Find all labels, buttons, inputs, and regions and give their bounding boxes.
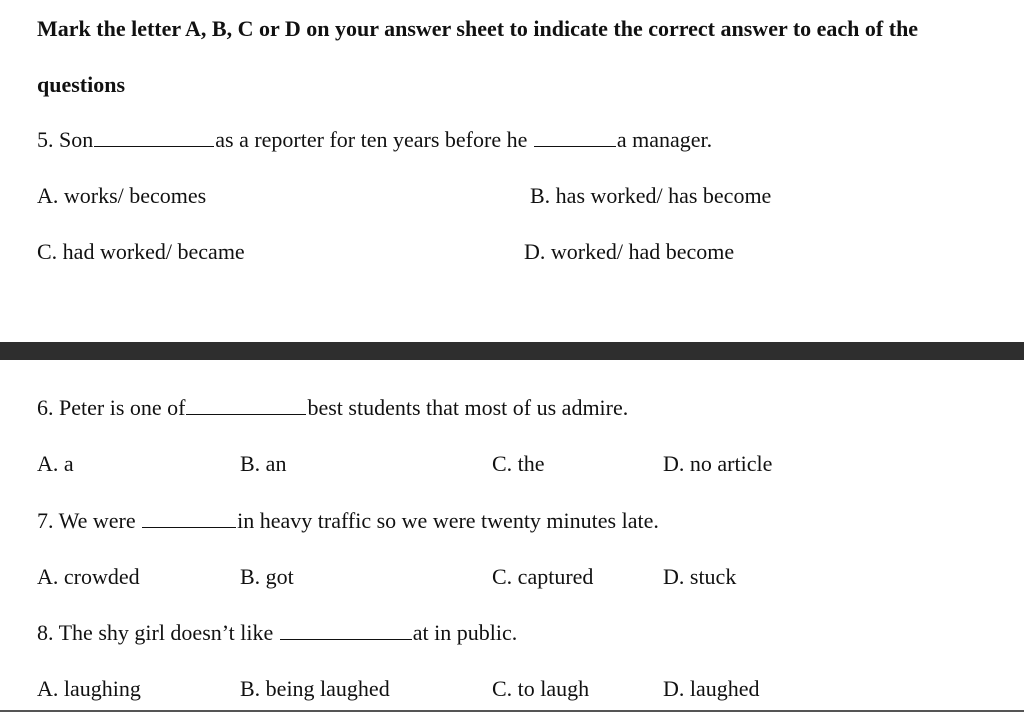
option-c: C. captured [492,564,594,589]
option-d: D. laughed [663,676,760,701]
question-6 [37,395,628,421]
option-a: A. laughing [37,676,141,701]
instruction-line-2: questions [37,72,126,97]
option-d: D. no article [663,451,773,476]
option-c: C. had worked/ became [37,239,245,264]
answer-blank [534,128,616,147]
option-b: B. being laughed [240,676,390,701]
question-text-part1: Peter is one of [59,395,186,420]
option-d: D. stuck [663,564,737,589]
question-text-part1: The shy girl doesn’t like [58,620,274,645]
question-8 [37,620,517,646]
question-text-part3: a manager. [616,127,713,152]
option-b: B. has worked/ has become [530,183,772,208]
option-a: A. works/ becomes [37,183,207,208]
question-text-part2: as a reporter for ten years before he [215,127,528,152]
question-text-part2: in heavy traffic so we were twenty minutes late. [237,508,659,533]
option-a: A. a [37,451,74,476]
answer-blank [142,509,236,528]
option-a: A. crowded [37,564,140,589]
question-number: 6. [37,395,54,420]
option-b: B. got [240,564,294,589]
answer-blank [186,396,306,415]
question-number: 8. [37,620,54,645]
question-text-part2: at in public. [412,620,518,645]
option-b: B. an [240,451,287,476]
question-7 [37,508,659,534]
option-c: C. the [492,451,545,476]
bottom-rule [0,710,1024,712]
option-d: D. worked/ had become [524,239,735,264]
question-text-part1: Son [59,127,94,152]
option-c: C. to laugh [492,676,590,701]
instruction-line-1: Mark the letter A, B, C or D on your answer sheet to indicate the correct answer to each of the [37,16,919,41]
answer-blank [280,621,412,640]
question-number: 5. [37,127,54,152]
answer-blank [94,128,214,147]
question-text-part2: best students that most of us admire. [307,395,629,420]
question-text-part1: We were [58,508,136,533]
question-number: 7. [37,508,54,533]
question-5 [37,127,712,153]
section-divider [0,342,1024,360]
